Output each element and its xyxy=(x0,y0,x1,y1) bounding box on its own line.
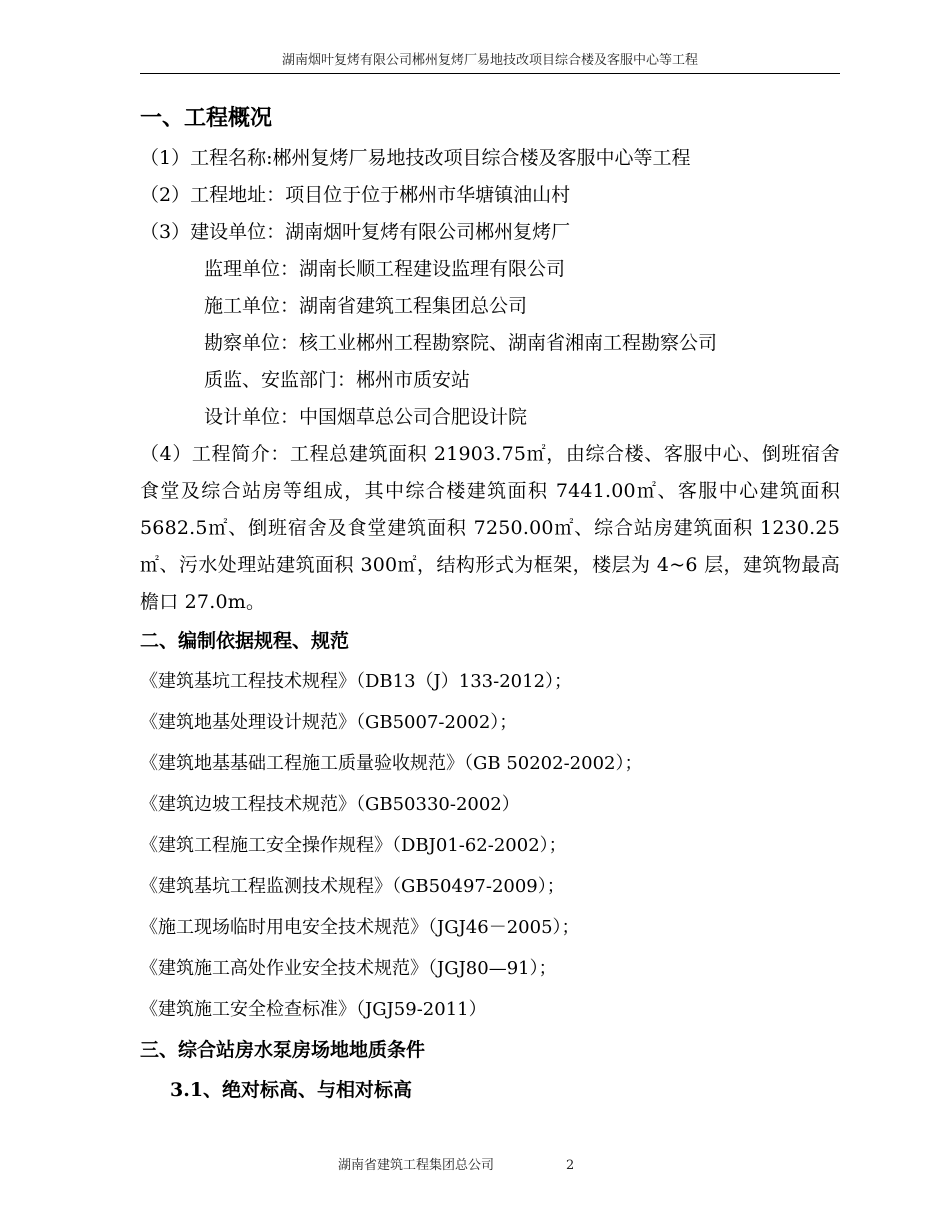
page-number: 2 xyxy=(566,1158,575,1173)
reference-item: 《建筑地基基础工程施工质量验收规范》（GB 50202-2002）； xyxy=(140,753,643,774)
reference-item: 《建筑边坡工程技术规范》（GB50330-2002） xyxy=(140,794,520,815)
reference-item: 《建筑基坑工程监测技术规程》（GB50497-2009）； xyxy=(140,876,565,897)
project-summary-paragraph: （4）工程简介：工程总建筑面积 21903.75㎡，由综合楼、客服中心、倒班宿舍食堂及综合站房等组成，其中综合楼建筑面积 7441.00㎡、客服中心建筑面积 5682.5㎡、倒班宿舍及食堂建筑面积 7250.00㎡、综合站房建筑面积 1230.25㎡、污水处理站建筑面积 300㎡，结构形式为框架，楼层为 4~6 层，建筑物最高檐口 27.0m。 xyxy=(140,443,840,613)
project-name-line: （1）工程名称:郴州复烤厂易地技改项目综合楼及客服中心等工程 xyxy=(140,147,691,169)
reference-item: 《建筑施工安全检查标准》（JGJ59-2011） xyxy=(140,999,487,1020)
header-rule xyxy=(140,73,840,74)
construction-unit-line: 施工单位：湖南省建筑工程集团总公司 xyxy=(204,295,528,317)
owner-unit-line: （3）建设单位：湖南烟叶复烤有限公司郴州复烤厂 xyxy=(140,221,571,243)
survey-unit-line: 勘察单位：核工业郴州工程勘察院、湖南省湘南工程勘察公司 xyxy=(204,332,718,354)
reference-item: 《建筑基坑工程技术规程》（DB13（J）133-2012）； xyxy=(140,671,573,692)
page-content xyxy=(140,96,840,1110)
reference-item: 《施工现场临时用电安全技术规范》（JGJ46－2005）； xyxy=(140,917,580,938)
reference-item: 《建筑工程施工安全操作规程》（DBJ01-62-2002）； xyxy=(140,835,567,856)
page-header: 湖南烟叶复烤有限公司郴州复烤厂易地技改项目综合楼及客服中心等工程 xyxy=(281,53,698,68)
section-2-title: 二、编制依据规程、规范 xyxy=(140,630,350,652)
section-3-title: 三、综合站房水泵房场地地质条件 xyxy=(140,1039,426,1061)
reference-item: 《建筑施工高处作业安全技术规范》（JGJ80—91）； xyxy=(140,958,557,979)
quality-safety-dept-line: 质监、安监部门：郴州市质安站 xyxy=(204,369,471,391)
supervision-unit-line: 监理单位：湖南长顺工程建设监理有限公司 xyxy=(204,258,566,280)
footer-company: 湖南省建筑工程集团总公司 xyxy=(338,1158,495,1173)
reference-item: 《建筑地基处理设计规范》（GB5007-2002）； xyxy=(140,712,518,733)
section-1-title: 一、工程概况 xyxy=(140,105,273,131)
design-unit-line: 设计单位：中国烟草总公司合肥设计院 xyxy=(204,406,528,428)
section-3-1-subtitle: 3.1、绝对标高、与相对标高 xyxy=(170,1079,413,1101)
project-address-line: （2）工程地址：项目位于位于郴州市华塘镇油山村 xyxy=(140,184,571,206)
